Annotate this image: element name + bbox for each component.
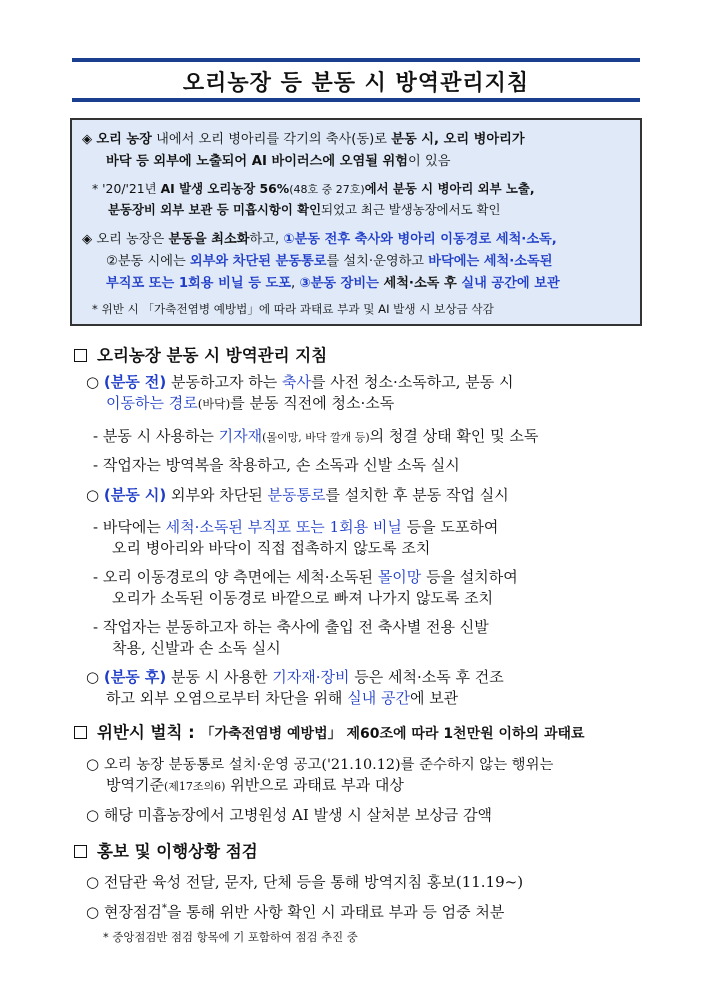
circle-bullet-icon: ○ xyxy=(86,755,100,773)
sub-item-workers: - 작업자는 방역복을 착용하고, 손 소독과 신발 소독 실시 xyxy=(93,456,460,474)
sub-item-equipment: - 분동 시 사용하는 기자재(몰이망, 바닥 깔개 등)의 청결 상태 확인 및 소독 xyxy=(93,427,539,445)
summary-box xyxy=(70,118,642,326)
list-item-notice-compliance: ○ 오리 농장 분동통로 설치·운영 공고('21.10.12)를 준수하지 않는 행위는 xyxy=(86,755,554,773)
sub-item-route-line2: 오리가 소독된 이동경로 바깥으로 빠져 나가지 않도록 조치 xyxy=(112,589,494,607)
circle-bullet-icon: ○ xyxy=(86,903,100,921)
circle-bullet-icon: ○ xyxy=(86,373,100,391)
checkbox-square-icon xyxy=(74,349,87,362)
dash-bullet: - xyxy=(93,456,99,474)
sub-item-entry: - 작업자는 분동하고자 하는 축사에 출입 전 축사별 전용 신발 xyxy=(93,618,489,636)
summary-p2-line2: ②분동 시에는 외부와 차단된 분동통로를 설치·운영하고 바닥에는 세척·소독된 xyxy=(106,254,553,269)
summary-p1-line1: ◈ 오리 농장 내에서 오리 병아리를 각기의 축사(동)로 분동 시, 오리 병아리가 xyxy=(82,132,525,147)
list-item-before-split: ○ (분동 전) 분동하고자 하는 축사를 사전 청소·소독하고, 분동 시 xyxy=(86,373,514,391)
sub-item-route: - 오리 이동경로의 양 측면에는 세척·소독된 몰이망 등을 설치하여 xyxy=(93,568,518,586)
dash-bullet: - xyxy=(93,518,99,536)
title-top-rule xyxy=(72,58,640,62)
dash-bullet: - xyxy=(93,568,99,586)
summary-note2: * 위반 시 「가축전염병 예방법」에 따라 과태료 부과 및 AI 발생 시 보상금 삭감 xyxy=(92,302,494,316)
note-star: * xyxy=(92,181,99,196)
checkbox-square-icon xyxy=(74,845,87,858)
summary-note1-line2: 분동장비 외부 보관 등 미흡시항이 확인되었고 최근 발생농장에서도 확인 xyxy=(108,202,501,217)
list-item-inspection: ○ 현장점검*을 통해 위반 사항 확인 시 과태료 부과 등 엄중 처분 xyxy=(86,903,505,921)
page-title: 오리농장 등 분동 시 방역관리지침 xyxy=(182,71,530,96)
summary-p2-line1: ◈ 오리 농장은 분동을 최소화하고, ①분동 전후 축사와 병아리 이동경로 세척·소독, xyxy=(82,232,557,247)
circle-bullet-icon: ○ xyxy=(86,806,100,824)
note-star: * xyxy=(92,302,98,316)
title-banner xyxy=(72,58,640,102)
list-item-notice-compliance-line2: 방역기준(제17조의6) 위반으로 과태료 부과 대상 xyxy=(106,776,404,794)
list-item-after-split-line2: 하고 외부 오염으로부터 차단을 위해 실내 공간에 보관 xyxy=(106,689,459,707)
dash-bullet: - xyxy=(93,618,99,636)
diamond-bullet-icon: ◈ xyxy=(82,232,93,247)
list-item-compensation: ○ 해당 미흡농장에서 고병원성 AI 발생 시 살처분 보상금 감액 xyxy=(86,806,493,824)
summary-note1-line1: * '20/'21년 AI 발생 오리농장 56%(48호 중 27호)에서 분동 시 병아리 외부 노출, xyxy=(92,181,535,196)
list-item-promotion: ○ 전담관 육성 전달, 문자, 단체 등을 통해 방역지침 홍보(11.19~) xyxy=(86,873,524,891)
diamond-bullet-icon: ◈ xyxy=(82,132,93,147)
section-heading-penalty: 위반시 벌칙 : 「가축전염병 예방법」 제60조에 따라 1천만원 이하의 과태료 xyxy=(74,719,585,743)
section-heading-guidelines: 오리농장 분동 시 방역관리 지침 xyxy=(74,342,327,366)
summary-p2-line3: 부직포 또는 1회용 비닐 등 도포, ③분동 장비는 세척·소독 후 실내 공간에 보관 xyxy=(106,276,560,291)
dash-bullet: - xyxy=(93,427,99,445)
summary-p1-line2: 바닥 등 외부에 노출되어 AI 바이러스에 오염될 위험이 있음 xyxy=(106,154,451,169)
circle-bullet-icon: ○ xyxy=(86,486,100,504)
circle-bullet-icon: ○ xyxy=(86,873,100,891)
sub-item-floor: - 바닥에는 세척·소독된 부직포 또는 1회용 비닐 등을 도포하여 xyxy=(93,518,499,536)
sub-item-entry-line2: 착용, 신발과 손 소독 실시 xyxy=(112,639,281,657)
sub-item-floor-line2: 오리 병아리와 바닥이 직접 접촉하지 않도록 조치 xyxy=(112,539,431,557)
list-item-before-split-line2: 이동하는 경로(바닥)를 분동 직전에 청소·소독 xyxy=(106,394,395,412)
footnote: * 중앙점검반 점검 항목에 기 포함하여 점검 추진 중 xyxy=(103,930,358,944)
section-heading-promotion: 홍보 및 이행상황 점검 xyxy=(74,838,258,862)
title-bottom-rule xyxy=(72,98,640,102)
list-item-during-split: ○ (분동 시) 외부와 차단된 분동통로를 설치한 후 분동 작업 실시 xyxy=(86,486,509,504)
circle-bullet-icon: ○ xyxy=(86,668,100,686)
list-item-after-split: ○ (분동 후) 분동 시 사용한 기자재·장비 등은 세척·소독 후 건조 xyxy=(86,668,504,686)
checkbox-square-icon xyxy=(74,726,87,739)
